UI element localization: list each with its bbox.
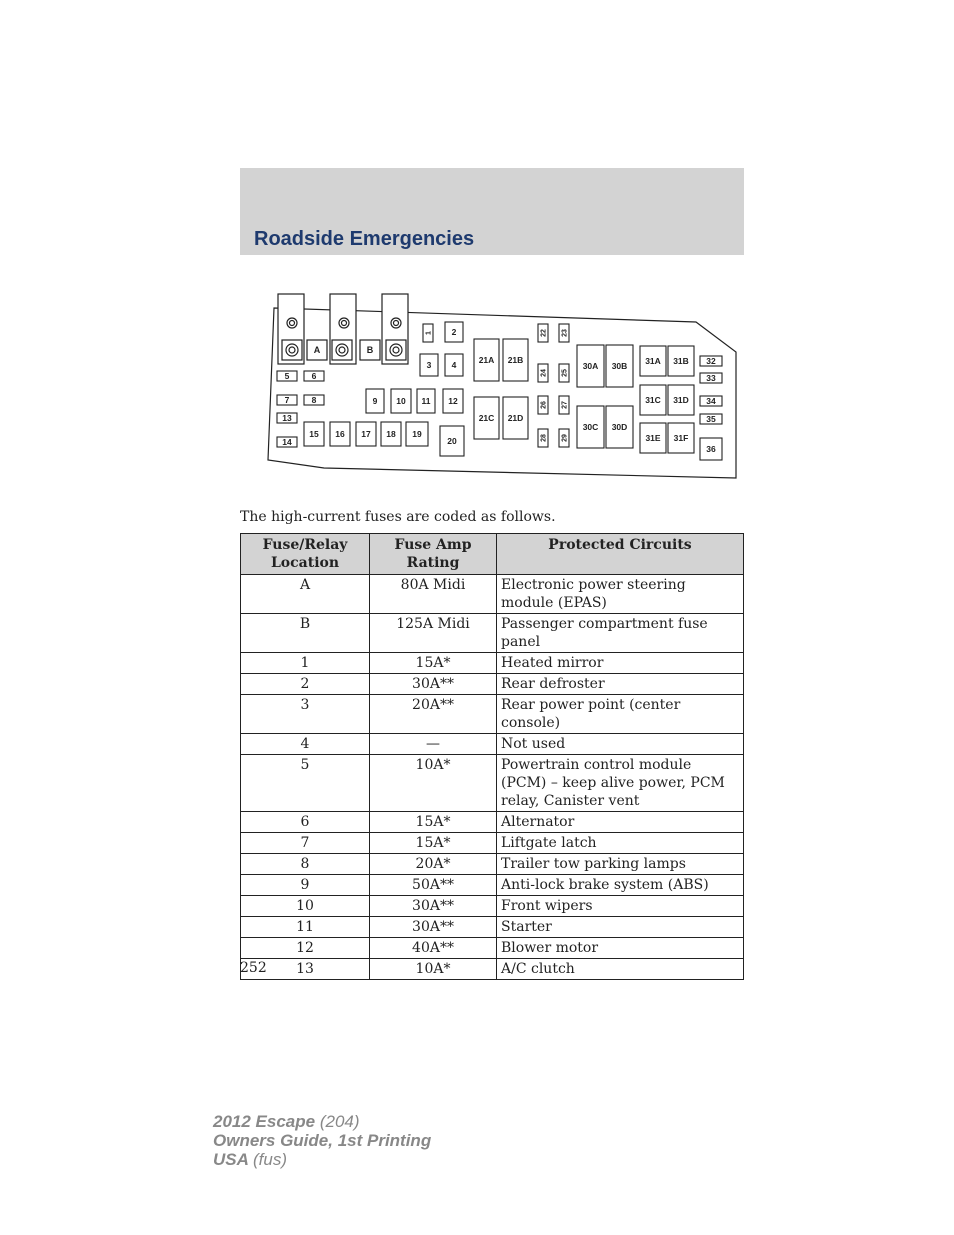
fuse-label: 25 — [561, 369, 569, 377]
fuse-label: 36 — [706, 444, 716, 454]
cell-location: 9 — [241, 875, 370, 896]
fuse-label: 35 — [706, 414, 716, 424]
table-row — [241, 917, 744, 938]
label-midi-b: B — [366, 345, 374, 355]
cell-circuits: Anti-lock brake system (ABS) — [497, 875, 744, 896]
cell-location: 10 — [241, 896, 370, 917]
table-row — [241, 575, 744, 614]
footer-region-code: (fus) — [253, 1150, 287, 1169]
fuse-label: 21B — [507, 355, 524, 365]
fuse-label: 17 — [361, 429, 371, 439]
fuse-label: 30D — [611, 422, 628, 432]
cell-location: 13 — [241, 959, 370, 980]
fuse-label: 26 — [540, 401, 548, 409]
cell-rating: 20A* — [370, 854, 497, 875]
footer-imprint — [213, 1112, 431, 1169]
fuse-label: 14 — [282, 437, 292, 447]
cell-location: 11 — [241, 917, 370, 938]
fuse-label: 31D — [673, 395, 689, 405]
fuse-label: 7 — [284, 395, 290, 405]
cell-rating: 15A* — [370, 833, 497, 854]
fuse-label: 24 — [540, 369, 548, 377]
cell-circuits: Trailer tow parking lamps — [497, 854, 744, 875]
fuse-label: 20 — [447, 436, 457, 446]
footer-line-3 — [213, 1150, 431, 1169]
fuse-label: 19 — [412, 429, 422, 439]
table-row — [241, 734, 744, 755]
page-number: 252 — [240, 960, 267, 976]
cell-rating: 10A* — [370, 959, 497, 980]
cell-circuits: Powertrain control module (PCM) – keep alive power, PCM relay, Canister vent — [497, 755, 744, 812]
fuse-label: 13 — [282, 413, 292, 423]
cell-circuits: Rear defroster — [497, 674, 744, 695]
footer-line-1 — [213, 1112, 431, 1131]
fuse-label: 6 — [311, 371, 317, 381]
cell-circuits: Liftgate latch — [497, 833, 744, 854]
footer-line-2: Owners Guide, 1st Printing — [213, 1131, 432, 1150]
cell-rating: 15A* — [370, 812, 497, 833]
section-title: Roadside Emergencies — [254, 228, 475, 250]
header-circuits: Protected Circuits — [497, 534, 744, 575]
fuse-label: 1 — [425, 331, 433, 335]
fuse-label: 30A — [582, 361, 599, 371]
cell-location: 3 — [241, 695, 370, 734]
cell-rating: 30A** — [370, 917, 497, 938]
fuse-label: 5 — [284, 371, 290, 381]
cell-location: 7 — [241, 833, 370, 854]
table-row — [241, 755, 744, 812]
footer-model-code: (204) — [319, 1112, 360, 1131]
table-row — [241, 695, 744, 734]
footer-region: USA — [213, 1150, 249, 1169]
cell-circuits: Not used — [497, 734, 744, 755]
fuse-label: 4 — [451, 360, 457, 370]
cell-location: 8 — [241, 854, 370, 875]
cell-rating: 15A* — [370, 653, 497, 674]
fuse-label: 21A — [478, 355, 495, 365]
cell-rating: 50A** — [370, 875, 497, 896]
intro-text: The high-current fuses are coded as follows. — [240, 509, 556, 525]
fuse-label: 29 — [561, 434, 569, 442]
header-rating: Fuse Amp Rating — [370, 534, 497, 575]
fuse-label: 33 — [706, 373, 716, 383]
cell-circuits: Front wipers — [497, 896, 744, 917]
table-row — [241, 896, 744, 917]
header-location: Fuse/Relay Location — [241, 534, 370, 575]
cell-circuits: Starter — [497, 917, 744, 938]
fuse-table-body — [241, 575, 744, 980]
fuse-label: 16 — [335, 429, 345, 439]
cell-rating: 20A** — [370, 695, 497, 734]
cell-location: 2 — [241, 674, 370, 695]
cell-circuits: Heated mirror — [497, 653, 744, 674]
fuse-label: 2 — [451, 327, 457, 337]
table-row — [241, 854, 744, 875]
table-row — [241, 938, 744, 959]
fuse-label: 12 — [448, 396, 458, 406]
cell-location: B — [241, 614, 370, 653]
table-row — [241, 833, 744, 854]
cell-location: 6 — [241, 812, 370, 833]
fuse-label: 31C — [645, 395, 661, 405]
table-row — [241, 875, 744, 896]
section-header-band — [240, 168, 744, 255]
cell-circuits: Rear power point (center console) — [497, 695, 744, 734]
cell-rating: 30A** — [370, 896, 497, 917]
footer-model: 2012 Escape — [213, 1112, 316, 1131]
fuse-label: 31B — [673, 356, 689, 366]
fuse-label: 10 — [396, 396, 406, 406]
cell-location: 12 — [241, 938, 370, 959]
table-row — [241, 674, 744, 695]
fuse-label: 30B — [611, 361, 628, 371]
fuse-label: 34 — [706, 396, 716, 406]
fuse-label: 28 — [540, 434, 548, 442]
cell-circuits: Passenger compartment fuse panel — [497, 614, 744, 653]
fuse-label: 15 — [309, 429, 319, 439]
cell-rating: 40A** — [370, 938, 497, 959]
fuse-box-diagram — [264, 292, 744, 486]
cell-location: A — [241, 575, 370, 614]
table-header-row — [241, 534, 744, 575]
fuse-label: 18 — [386, 429, 396, 439]
fuse-label: 22 — [540, 329, 548, 337]
label-midi-a: A — [313, 345, 321, 355]
fuse-label: 8 — [311, 395, 317, 405]
fuse-label: 27 — [561, 401, 569, 409]
cell-location: 1 — [241, 653, 370, 674]
fuse-label: 11 — [421, 396, 431, 406]
fuse-table — [240, 533, 744, 980]
fuse-box-svg — [264, 292, 744, 482]
cell-circuits: Blower motor — [497, 938, 744, 959]
fuse-label: 31E — [645, 433, 661, 443]
fuse-label: 21C — [478, 413, 495, 423]
fuse-label: 3 — [426, 360, 432, 370]
cell-rating: 30A** — [370, 674, 497, 695]
fuse-label: 32 — [706, 356, 716, 366]
cell-location: 5 — [241, 755, 370, 812]
cell-circuits: Electronic power steering module (EPAS) — [497, 575, 744, 614]
cell-location: 4 — [241, 734, 370, 755]
cell-rating: 80A Midi — [370, 575, 497, 614]
table-row — [241, 812, 744, 833]
fuse-label: 21D — [507, 413, 524, 423]
cell-circuits: Alternator — [497, 812, 744, 833]
cell-rating: 10A* — [370, 755, 497, 812]
fuse-label: 9 — [372, 396, 378, 406]
table-row — [241, 614, 744, 653]
fuse-label: 31A — [645, 356, 661, 366]
table-row — [241, 959, 744, 980]
fuse-label: 31F — [673, 433, 689, 443]
cell-rating: 125A Midi — [370, 614, 497, 653]
fuse-label: 23 — [561, 329, 569, 337]
table-row — [241, 653, 744, 674]
cell-circuits: A/C clutch — [497, 959, 744, 980]
cell-rating: — — [370, 734, 497, 755]
fuse-label: 30C — [582, 422, 599, 432]
